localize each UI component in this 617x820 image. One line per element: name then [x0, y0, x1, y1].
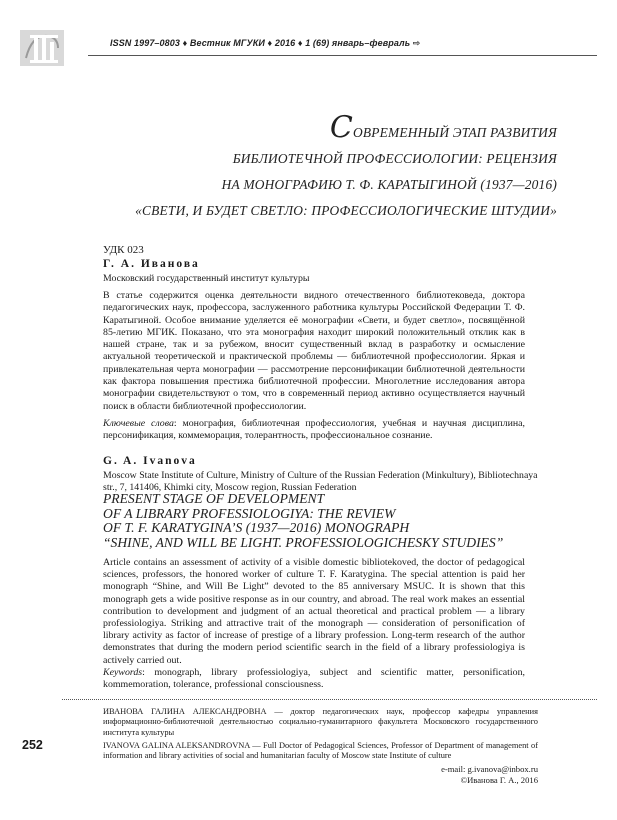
title-en-line-1: PRESENT STAGE OF DEVELOPMENT: [103, 491, 325, 506]
keywords-ru-text: : монография, библиотечная профессиология, учебная и научная дисциплина, персонификация, коммеморация, толерантность, профессиональное сознание.: [103, 418, 525, 442]
title-en-line-4: “SHINE, AND WILL BE LIGHT. PROFESSIOLOGICHESKY STUDIES”: [103, 534, 504, 550]
header-year: 2016: [274, 38, 296, 48]
author-en: G. A. Ivanova: [103, 455, 197, 467]
header-journal: Вестник МГУКИ: [189, 38, 265, 48]
title-ru-line-3: НА МОНОГРАФИЮ Т. Ф. КАРАТЫГИНОЙ (1937—2016): [221, 177, 557, 192]
header-separator: ♦: [267, 38, 273, 48]
keywords-ru-label: Ключевые слова: [103, 418, 174, 429]
udk-code: УДК 023: [103, 244, 144, 256]
abstract-en: [103, 557, 525, 667]
title-en-line-2: OF A LIBRARY PROFESSIOLOGIYA: THE REVIEW: [103, 505, 396, 521]
title-ru-drop-initial: С: [329, 110, 353, 145]
keywords-en-label: Keywords: [103, 667, 143, 678]
affiliation-ru: Московский государственный институт культуры: [103, 273, 310, 284]
running-header: [110, 38, 420, 49]
abstract-ru-text: В статье содержится оценка деятельности видного отечественного библиотековеда, доктора педагогических наук, профессора, заслуженного работника культуры Российской Федерации Т. Ф. Каратыгиной. Особое внимание уделяется её монографии «Свети, и будет светло», посвящённой 85-летию МГИК. Показано, что эта монография находит широкий положительный отклик как в нашей стране, так и за рубежом, вносит существенный вклад в разработку и осмысление актуальной теоретической и практической проблемы — библиотечной профессиологии. Яркая и привлекательная черта монографии — рассмотрение персонификации библиотечной деятельности как фактора повышения престижа библиотечной профессии. Многолетние исследования автора монографии свидетельствуют о том, что в современный период активно осуществляется научный поиск в области библиотечной профессиологии.: [103, 290, 525, 412]
title-en-line-3: OF T. F. KARATYGINA’S (1937—2016) MONOGRAPH: [103, 520, 410, 536]
keywords-en: [103, 667, 525, 692]
title-ru-line-1: СОВРЕМЕННЫЙ ЭТАП РАЗВИТИЯ: [329, 110, 557, 145]
header-issue: 1 (69) январь–февраль: [305, 38, 411, 48]
journal-logo-icon: [18, 28, 66, 68]
author-info-ru: ИВАНОВА ГАЛИНА АЛЕКСАНДРОВНА — доктор педагогических наук, профессор кафедры управления информационно-библиотечной деятельностью социально-гуманитарного факультета Московского государственного института культуры: [103, 707, 538, 737]
title-ru-line-4: «СВЕТИ, И БУДЕТ СВЕТЛО: ПРОФЕССИОЛОГИЧЕСКИЕ ШТУДИИ»: [135, 203, 557, 218]
header-separator: ♦: [182, 38, 188, 48]
keywords-en-text: : monograph, library professiologiya, subject and scientific matter, personification, kommemoration, tolerance, professional consciousness.: [103, 667, 525, 691]
header-divider: [88, 55, 597, 56]
abstract-ru: [103, 290, 525, 413]
header-separator: ♦: [297, 38, 303, 48]
article-title-en: [103, 492, 503, 550]
header-arrow-icon: ⇨: [412, 38, 421, 48]
page-number: 252: [22, 738, 43, 752]
affiliation-en: Moscow State Institute of Culture, Ministry of Culture of the Russian Federation (Minkultury), Bibliotechnaya str., 7, 141406, Khimki city, Moscow region, Russian Federation: [103, 470, 538, 493]
author-email: e-mail: g.ivanova@inbox.ru: [441, 764, 538, 774]
footnote-divider: [62, 699, 597, 700]
title-ru-line-2: БИБЛИОТЕЧНОЙ ПРОФЕССИОЛОГИИ: РЕЦЕНЗИЯ: [232, 151, 557, 166]
copyright-notice: ©Иванова Г. А., 2016: [460, 775, 538, 785]
keywords-ru: [103, 418, 525, 443]
header-issn: ISSN 1997–0803: [110, 38, 180, 48]
article-title-ru: [135, 110, 557, 224]
author-info-en: IVANOVA GALINA ALEKSANDROVNA — Full Doctor of Pedagogical Sciences, Professor of Department of management of information and library activities of social and humanitarian faculty of Moscow state Institute of culture: [103, 741, 538, 761]
author-ru: Г. А. Иванова: [103, 258, 200, 270]
abstract-en-text: Article contains an assessment of activity of a visible domestic bibliotekoved, the doctor of pedagogical sciences, professors, the honored worker of culture T. F. Karatygina. The special attention is paid her monograph “Shine, and Will Be Light” devoted to the 85 anniversary MSUC. It is shown that this monograph gets a wide positive response as in our country, and abroad. The real work makes an essential contribution to development and judgment of an actual theoretical and practical problem — a library professiologiya. Striking and attractive trait of the monograph — consideration of personification of library activity as factor of increase of prestige of a library profession. Long-term research of the author demonstrates that during the modern period scientific search in the field of a library professiologiya is actively carried out.: [103, 557, 525, 666]
